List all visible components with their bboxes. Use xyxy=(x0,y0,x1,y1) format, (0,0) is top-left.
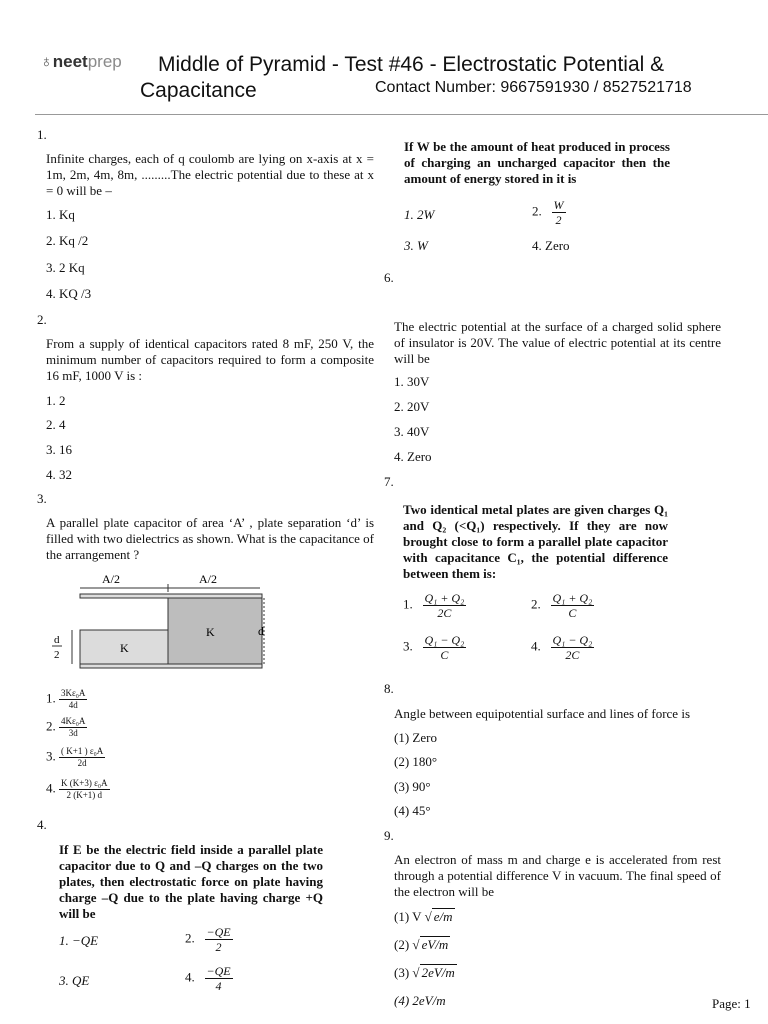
dielectric-right xyxy=(168,598,262,664)
option: (4) 45° xyxy=(394,803,431,818)
option: 2. $\frac{-QE}{2}$ xyxy=(185,925,231,954)
option: 2. Kq /2 xyxy=(46,233,89,248)
option: 2. 20V xyxy=(394,399,430,414)
label-k-left: K xyxy=(120,641,129,655)
option: (3) 90° xyxy=(394,779,431,794)
question-text: A parallel plate capacitor of area ‘A’ , plate separation ‘d’ is filled with two dielectrics as shown. What is the capacitance of the arrangement ? xyxy=(46,515,374,562)
option: 1. 2 xyxy=(46,393,66,408)
option: 4. KQ /3 xyxy=(46,286,92,301)
label-d-half-num: d xyxy=(54,634,60,646)
option: (2) 180° xyxy=(394,754,438,769)
option: 4. Zero xyxy=(394,449,432,464)
option: 3. 16 xyxy=(46,442,72,457)
question-number: 6. xyxy=(384,270,394,285)
fraction: $\frac{\text{4Kε₀A}}{3d}$ xyxy=(61,716,86,738)
question-text: An electron of mass m and charge e is accelerated from rest through a potential difference V in vacuum. The final speed of the electron will be xyxy=(394,852,721,899)
option: (1) V √ e/m xyxy=(394,909,453,924)
option: 1. $\frac{\text{Q₁ + Q₂}}{2C}$ xyxy=(403,591,465,620)
question-number: 2. xyxy=(37,312,47,327)
question-text: Angle between equipotential surface and lines of force is xyxy=(394,706,690,721)
option: 1. $\frac{\text{3Kε₀A}}{4d}$ xyxy=(46,688,86,710)
neetprep-logo: ♁neetprep xyxy=(40,52,122,71)
page-number: Page: 1 xyxy=(712,996,751,1011)
label-a-half-left: A/2 xyxy=(102,572,120,586)
option: 2. 4 xyxy=(46,417,66,432)
option: 4. Zero xyxy=(532,238,570,253)
fraction: $\frac{\text{Q₁ + Q₂}}{2C}$ xyxy=(424,591,465,620)
fraction: $\frac{\text{3Kε₀A}}{4d}$ xyxy=(61,688,86,710)
fraction: $\frac{W}{2}$ xyxy=(553,198,564,227)
contact-number: Contact Number: 9667591930 / 8527521718 xyxy=(375,79,692,96)
top-plate xyxy=(80,594,262,598)
option: 1. −QE xyxy=(59,933,99,948)
question-number: 7. xyxy=(384,474,394,489)
header-divider xyxy=(35,114,768,115)
page-title-cont: Capacitance xyxy=(140,79,257,102)
label-a-half-right: A/2 xyxy=(199,572,217,586)
question-text: From a supply of identical capacitors rated 8 mF, 250 V, the minimum number of capacitors required to form a composite 16 mF, 1000 V is : xyxy=(46,336,374,383)
option: 1. Kq xyxy=(46,207,75,222)
capacitor-diagram xyxy=(44,570,284,675)
option: 3. $\frac{\text{( K+1 ) ε₀A}}{2d}$ xyxy=(46,746,104,768)
option: 4. $\frac{-QE}{4}$ xyxy=(185,964,231,993)
option: 2. $\frac{\text{4Kε₀A}}{3d}$ xyxy=(46,716,86,738)
fraction: $\frac{\text{( K+1 ) ε₀A}}{2d}$ xyxy=(61,746,104,768)
sqrt-icon: √ xyxy=(424,909,432,924)
fraction: $\frac{-QE}{2}$ xyxy=(206,925,231,954)
option: (1) Zero xyxy=(394,730,437,745)
sqrt-icon: √ xyxy=(412,937,420,952)
option: (2) √ eV/m xyxy=(394,937,449,952)
question-text: If E be the electric field inside a parallel plate capacitor due to Q and –Q charges on the two plates, then electrostatic force on plate having charge –Q due to the plate having charge +Q will be xyxy=(59,842,323,921)
question-text: If W be the amount of heat produced in process of charging an uncharged capacitor then the amount of energy stored in it is xyxy=(404,139,670,186)
fraction: $\frac{\text{K (K+3) ε₀A}}{2 (K+1) d}$ xyxy=(61,778,108,800)
option: 2. $\frac{\text{Q₁ + Q₂}}{C}$ xyxy=(531,591,593,620)
option: 4. 32 xyxy=(46,467,72,482)
option: 3. W xyxy=(404,238,428,253)
option: 3. 40V xyxy=(394,424,430,439)
fraction: $\frac{-QE}{4}$ xyxy=(206,964,231,993)
question-number: 1. xyxy=(37,127,47,142)
question-text: Two identical metal plates are given charges Q₁ and Q₂ (<Q₁) respectively. If they are now brought close to form a parallel plate capacitor with capacitance C₁, the potential difference between them is: xyxy=(403,502,668,581)
option: 4. $\frac{\text{Q₁ − Q₂}}{2C}$ xyxy=(531,633,593,662)
question-number: 4. xyxy=(37,817,47,832)
question-number: 8. xyxy=(384,681,394,696)
option: 4. $\frac{\text{K (K+3) ε₀A}}{2 (K+1) d}$ xyxy=(46,778,108,800)
option: (3) √ 2eV/m xyxy=(394,965,455,980)
option: 2. $\frac{W}{2}$ xyxy=(532,198,564,227)
question-text: The electric potential at the surface of a charged solid sphere of insulator is 20V. The value of electric potential at its centre will be xyxy=(394,319,721,366)
page-title: Middle of Pyramid - Test #46 - Electrostatic Potential & xyxy=(158,53,665,76)
sqrt-icon: √ xyxy=(412,965,420,980)
bottom-plate xyxy=(80,664,262,668)
question-text: Infinite charges, each of q coulomb are lying on x-axis at x = 1m, 2m, 4m, 8m, .........The electric potential due to these at x = 0 will be – xyxy=(46,151,374,198)
option: 1. 2W xyxy=(404,207,435,222)
option: 3. $\frac{\text{Q₁ − Q₂}}{C}$ xyxy=(403,633,465,662)
fraction: $\frac{\text{Q₁ + Q₂}}{C}$ xyxy=(552,591,593,620)
fraction: $\frac{\text{Q₁ − Q₂}}{2C}$ xyxy=(552,633,593,662)
option: 3. QE xyxy=(59,973,90,988)
question-number: 3. xyxy=(37,491,47,506)
label-k-right: K xyxy=(206,625,215,639)
option: (4) 2eV/m xyxy=(394,993,446,1008)
option: 1. 30V xyxy=(394,374,430,389)
option: 3. 2 Kq xyxy=(46,260,85,275)
fraction: $\frac{\text{Q₁ − Q₂}}{C}$ xyxy=(424,633,465,662)
question-number: 9. xyxy=(384,828,394,843)
label-d-half-den: 2 xyxy=(54,649,60,661)
label-d: d xyxy=(258,624,264,638)
